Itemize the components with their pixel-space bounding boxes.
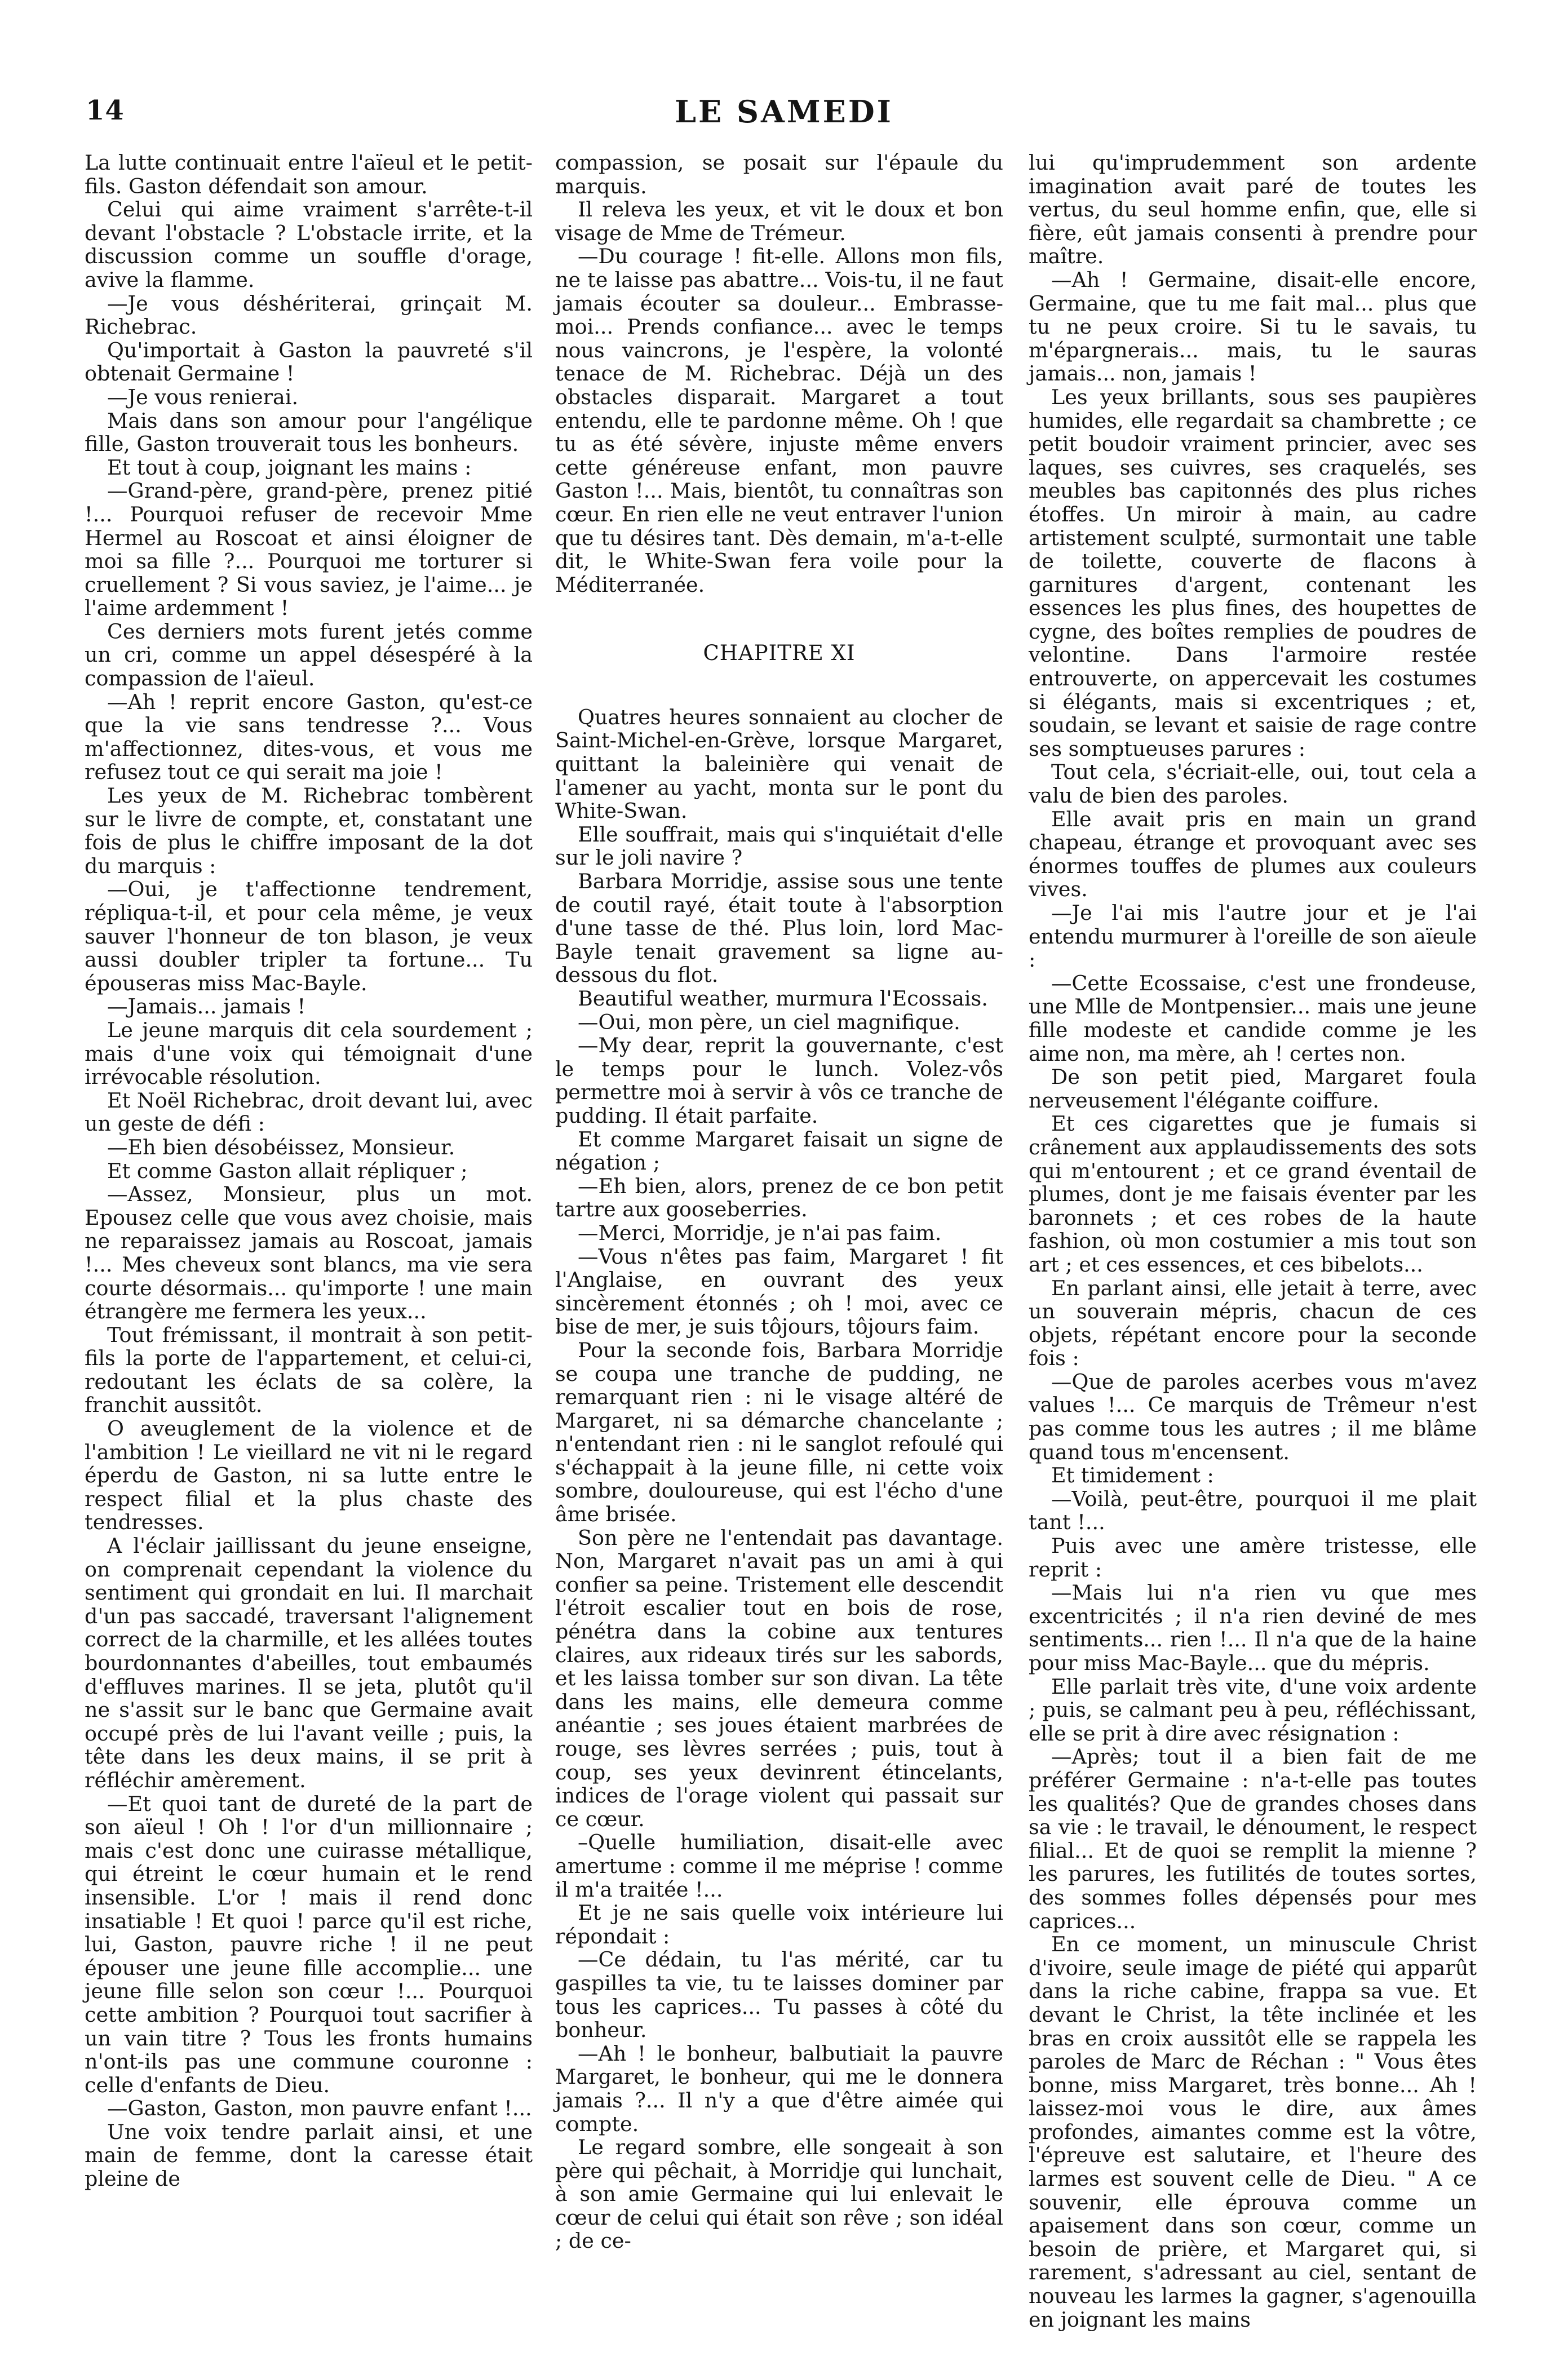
paragraph: –Quelle humiliation, disait-elle avec amertume : comme il me méprise ! comme il m'a traitée !... [555,1830,1003,1902]
paragraph: —Gaston, Gaston, mon pauvre enfant !... [107,2096,532,2121]
paragraph: compassion, se posait sur l'épaule du marquis. [555,150,1003,198]
text-column-3 [1029,151,1477,2331]
paragraph: En parlant ainsi, elle jetait à terre, avec un souverain mépris, chacun de ces objets, répétant encore pour la seconde fois : [1029,1275,1477,1371]
paragraph: —Merci, Morridje, je n'ai pas faim. [578,1220,942,1245]
paragraph: Une voix tendre parlait ainsi, et une main de femme, dont la caresse était pleine de [85,2119,533,2191]
paragraph: —Ce dédain, tu l'as mérité, car tu gaspilles ta vie, tu te laisses dominer par tous les caprices... Tu passes à côté du bonheur. [555,1947,1003,2043]
paragraph: —Grand-père, grand-père, prenez pitié !... Pourquoi refuser de recevoir Mme Hermel au Roscoat et ainsi éloigner de moi sa fille ?... Pourquoi me torturer si cruellement ? Si vous saviez, je l'aime... je l'aime ardemment ! [85,479,533,621]
paragraph: Celui qui aime vraiment s'arrête-t-il devant l'obstacle ? L'obstacle irrite, et la discussion comme un souffle d'orage, avive la flamme. [85,197,533,292]
paragraph: Beautiful weather, murmura l'Ecossais. [578,986,988,1011]
paragraph: Et tout à coup, joignant les mains : [107,455,472,480]
paragraph: —Eh bien désobéissez, Monsieur. [107,1135,455,1159]
paragraph: —Jamais... jamais ! [107,994,306,1019]
paragraph: —Assez, Monsieur, plus un mot. Epousez celle que vous avez choisie, mais ne reparaissez jamais au Roscoat, jamais !... Mes cheveux sont blancs, ma vie sera courte désormais... qu'importe ! une main étrangère me fermera les yeux... [85,1182,533,1324]
paragraph: Et je ne sais quelle voix intérieure lui répondait : [555,1901,1003,1948]
paragraph: O aveuglement de la violence et de l'ambition ! Le vieillard ne vit ni le regard éperdu de Gaston, ni sa lutte entre le respect filial et la plus chaste des tendresses. [85,1416,533,1535]
paragraph: —Ah ! reprit encore Gaston, qu'est-ce que la vie sans tendresse ?... Vous m'affectionnez, dites-vous, et vous me refusez tout ce qui serait ma joie ! [85,689,533,785]
paragraph: Il releva les yeux, et vit le doux et bon visage de Mme de Trémeur. [555,197,1003,245]
paragraph: Qu'importait à Gaston la pauvreté s'il obtenait Germaine ! [85,338,533,386]
paragraph: Le regard sombre, elle songeait à son père qui pêchait, à Morridje qui lunchait, à son amie Germaine qui lui enlevait le cœur de celui qui était son rêve ; son idéal ; de ce- [555,2135,1003,2253]
paragraph: Les yeux de M. Richebrac tombèrent sur le livre de compte, et, constatant une fois de plus le chiffre imposant de la dot du marquis : [85,783,533,878]
paragraph: Et timidement : [1051,1463,1214,1488]
paragraph: —Je vous déshériterai, grinçait M. Richebrac. [85,291,533,339]
paragraph: —Que de paroles acerbes vous m'avez values !... Ce marquis de Trêmeur n'est pas comme tous les autres ; il me blâme quand tous m'encensent. [1029,1369,1477,1464]
paragraph: —Mais lui n'a rien vu que mes excentricités ; il n'a rien deviné de mes sentiments... rien !... Il n'a que de la haine pour miss Mac-Bayle... que du mépris. [1029,1580,1477,1675]
paragraph: Pour la seconde fois, Barbara Morridje se coupa une tranche de pudding, ne remarquant rien : ni le visage altéré de Margaret, ni sa démarche chancelante ; n'entendant rien : ni le sanglot refoulé qui s'échappait à la jeune fille, ni cette voix sombre, douloureuse, qui est l'écho d'une âme brisée. [555,1337,1003,1527]
paragraph: Et Noël Richebrac, droit devant lui, avec un geste de défi : [85,1088,533,1136]
paragraph: Son père ne l'entendait pas davantage. Non, Margaret n'avait pas un ami à qui confier sa peine. Tristement elle descendit l'étroit escalier tout en bois de rose, pénétra dans la cobine aux tentures claires, aux rideaux tirés sur les sabords, et les laissa tomber sur son divan. La tête dans les mains, elle demeura comme anéantie ; ses joues étaient marbrées de rouge, ses lèvres serrées ; puis, tout à coup, ses yeux devinrent étincelants, indices de l'orage violent qui passait sur ce cœur. [555,1525,1003,1831]
paragraph: Ces derniers mots furent jetés comme un cri, comme un appel désespéré à la compassion de l'aïeul. [85,619,533,691]
paragraph: Barbara Morridje, assise sous une tente de coutil rayé, était toute à l'absorption d'une tasse de thé. Plus loin, lord Mac-Bayle tenait gravement sa ligne au-dessous du flot. [555,869,1003,987]
paragraph: Puis avec une amère tristesse, elle reprit : [1029,1534,1477,1582]
text-column-2 [555,151,1003,2253]
paragraph: A l'éclair jaillissant du jeune enseigne, on comprenait cependant la violence du sentiment qui grondait en lui. Il marchait d'un pas saccadé, traversant l'alignement correct de la charmille, et les allées toutes bourdonnantes d'abeilles, tout embaumés d'effluves marines. Il se jeta, plutôt qu'il ne s'assit sur le banc que Germaine avait occupé près de lui l'avant veille ; puis, la tête dans les deux mains, il se prit à réfléchir amèrement. [85,1534,533,1792]
paragraph: —Ah ! Germaine, disait-elle encore, Germaine, que tu me fait mal... plus que tu ne peux croire. Si tu le savais, tu m'épargnerais... mais, tu le sauras jamais... non, jamais ! [1029,267,1477,386]
paragraph: Elle souffrait, mais qui s'inquiétait d'elle sur le joli navire ? [555,822,1003,870]
paragraph: La lutte continuait entre l'aïeul et le petit-fils. Gaston défendait son amour. [85,150,533,198]
paragraph: Les yeux brillants, sous ses paupières humides, elle regardait sa chambrette ; ce petit boudoir vraiment princier, avec ses laques, ses cuivres, ses craquelés, ses meubles bas capitonnés des plus riches étoffes. Un miroir à main, au cadre artistement sculpté, surmontait une table de toilette, couverte de flacons à garnitures d'argent, contenant les essences les plus fines, des houpettes de cygne, des boîtes remplies de poudres de velontine. Dans l'armoire restée entrouverte, on appercevait les costumes si élégants, mais si excentriques ; et, soudain, se levant et saisie de rage contre ses somptueuses parures : [1029,384,1477,761]
paragraph: Tout frémissant, il montrait à son petit-fils la porte de l'appartement, et celui-ci, redoutant les éclats de sa colère, la franchit aussitôt. [85,1322,533,1418]
paragraph: —Voilà, peut-être, pourquoi il me plait tant !... [1029,1486,1477,1535]
paragraph: —My dear, reprit la gouvernante, c'est le temps pour le lunch. Volez-vôs permettre moi à servir à vôs ce tranche de pudding. Il était parfaite. [555,1033,1003,1128]
journal-title: LE SAMEDI [675,94,893,130]
paragraph: Elle parlait très vite, d'une voix ardente ; puis, se calmant peu à peu, réfléchissant, elle se prit à dire avec résignation : [1029,1674,1477,1746]
paragraph: —Je vous renierai. [107,384,299,409]
paragraph: Et ces cigarettes que je fumais si crânement aux applaudissements des sots qui m'entourent ; et ce grand éventail de plumes, dont je me faisais éventer par les baronnets ; et ces robes de la haute fashion, où mon costumier a mis tout son art ; et ces essences, et ces bibelots... [1029,1111,1477,1277]
paragraph: Elle avait pris en main un grand chapeau, étrange et provoquant avec ses énormes touffes de plumes aux couleurs vives. [1029,807,1477,902]
paragraph: Mais dans son amour pour l'angélique fille, Gaston trouverait tous les bonheurs. [85,408,533,457]
paragraph: Le jeune marquis dit cela sourdement ; mais d'une voix qui témoignait d'une irrévocable résolution. [85,1017,533,1090]
paragraph: —Je l'ai mis l'autre jour et je l'ai entendu murmurer à l'oreille de son aïeule : [1029,901,1477,972]
paragraph: —Vous n'êtes pas faim, Margaret ! fit l'Anglaise, en ouvrant des yeux sincèrement étonnés ; oh ! moi, avec ce bise de mer, je suis tôjours, tôjours faim. [555,1244,1003,1339]
text-column-1 [85,151,533,2191]
paragraph: —Ah ! le bonheur, balbutiait la pauvre Margaret, le bonheur, qui me le donnera jamais ?... Il n'y a que d'être aimée qui compte. [555,2041,1003,2136]
paragraph: Et comme Margaret faisait un signe de négation ; [555,1127,1003,1175]
paragraph: —Du courage ! fit-elle. Allons mon fils, ne te laisse pas abattre... Vois-tu, il ne faut jamais écouter sa douleur... Embrasse-moi... Prends confiance... avec le temps nous vaincrons, je l'espère, la volonté tenace de M. Richebrac. Déjà un des obstacles disparait. Margaret a tout entendu, elle te pardonne même. Oh ! que tu as été sévère, injuste même envers cette généreuse enfant, mon pauvre Gaston !... Mais, bientôt, tu connaîtras son cœur. En rien elle ne veut entraver l'union que tu désires tant. Dès demain, m'a-t-elle dit, le White-Swan fera voile pour la Méditerranée. [555,244,1003,597]
paragraph: En ce moment, un minuscule Christ d'ivoire, seule image de piété qui apparût dans la riche cabine, frappa sa vue. Et devant le Christ, la tête inclinée et les bras en croix aussitôt elle se rappela les paroles de Marc de Réchan : " Vous êtes bonne, miss Margaret, très bonne... Ah ! laissez-moi vous le dire, aux âmes profondes, aimantes comme est la vôtre, l'épreuve est salutaire, et l'heure des larmes est souvent celle de Dieu. " A ce souvenir, elle éprouva comme un apaisement dans son cœur, comme un besoin de prière, et Margaret qui, si rarement, s'adressant au ciel, sentant de nouveau les larmes la gagner, s'agenouilla en joignant les mains [1029,1932,1477,2332]
chapter-heading: CHAPITRE XI [703,641,856,666]
paragraph: —Eh bien, alors, prenez de ce bon petit tartre aux gooseberries. [555,1173,1003,1222]
paragraph: De son petit pied, Margaret foula nerveusement l'élégante coiffure. [1029,1065,1477,1113]
paragraph: Et comme Gaston allait répliquer ; [107,1158,468,1183]
paragraph: —Après; tout il a bien fait de me préférer Germaine : n'a-t-elle pas toutes les qualités? Que de grandes choses dans sa vie : le travail, le dénoument, le respect filial... Et de quoi se remplit la mienne ? les parures, les futilités de toutes sortes, des sommes folles dépensés pour mes caprices... [1029,1744,1477,1933]
paragraph: —Oui, mon père, un ciel magnifique. [578,1009,960,1034]
paragraph: —Et quoi tant de dureté de la part de son aïeul ! Oh ! l'or d'un millionnaire ; mais c'est donc une cuirasse métallique, qui étreint le cœur humain et le rend insensible. L'or ! mais il rend donc insatiable ! Et quoi ! parce qu'il est riche, lui, Gaston, pauvre riche ! il ne peut épouser une jeune fille accomplie... une jeune fille selon son cœur !... Pourquoi cette ambition ? Pourquoi tout sacrifier à un vain titre ? Tous les fronts humains n'ont-ils pas une commune couronne : celle d'enfants de Dieu. [85,1791,533,2097]
paragraph: lui qu'imprudemment son ardente imagination avait paré de toutes les vertus, du seul homme enfin, que, elle si fière, eût jamais consenti à prendre pour maître. [1029,150,1477,269]
paragraph: Tout cela, s'écriait-elle, oui, tout cela a valu de bien des paroles. [1029,760,1477,808]
page-number: 14 [86,95,125,126]
paragraph: —Cette Ecossaise, c'est une frondeuse, une Mlle de Montpensier... mais une jeune fille modeste et candide comme je les aime non, ma mère, ah ! certes non. [1029,971,1477,1066]
paragraph: Quatres heures sonnaient au clocher de Saint-Michel-en-Grève, lorsque Margaret, quittant la baleinière qui venait de l'amener au yacht, monta sur le pont du White-Swan. [555,705,1003,823]
paragraph: —Oui, je t'affectionne tendrement, répliqua-t-il, et pour cela même, je veux sauver l'honneur de ton blason, je veux aussi doubler tripler ta fortune... Tu épouseras miss Mac-Bayle. [85,877,533,995]
